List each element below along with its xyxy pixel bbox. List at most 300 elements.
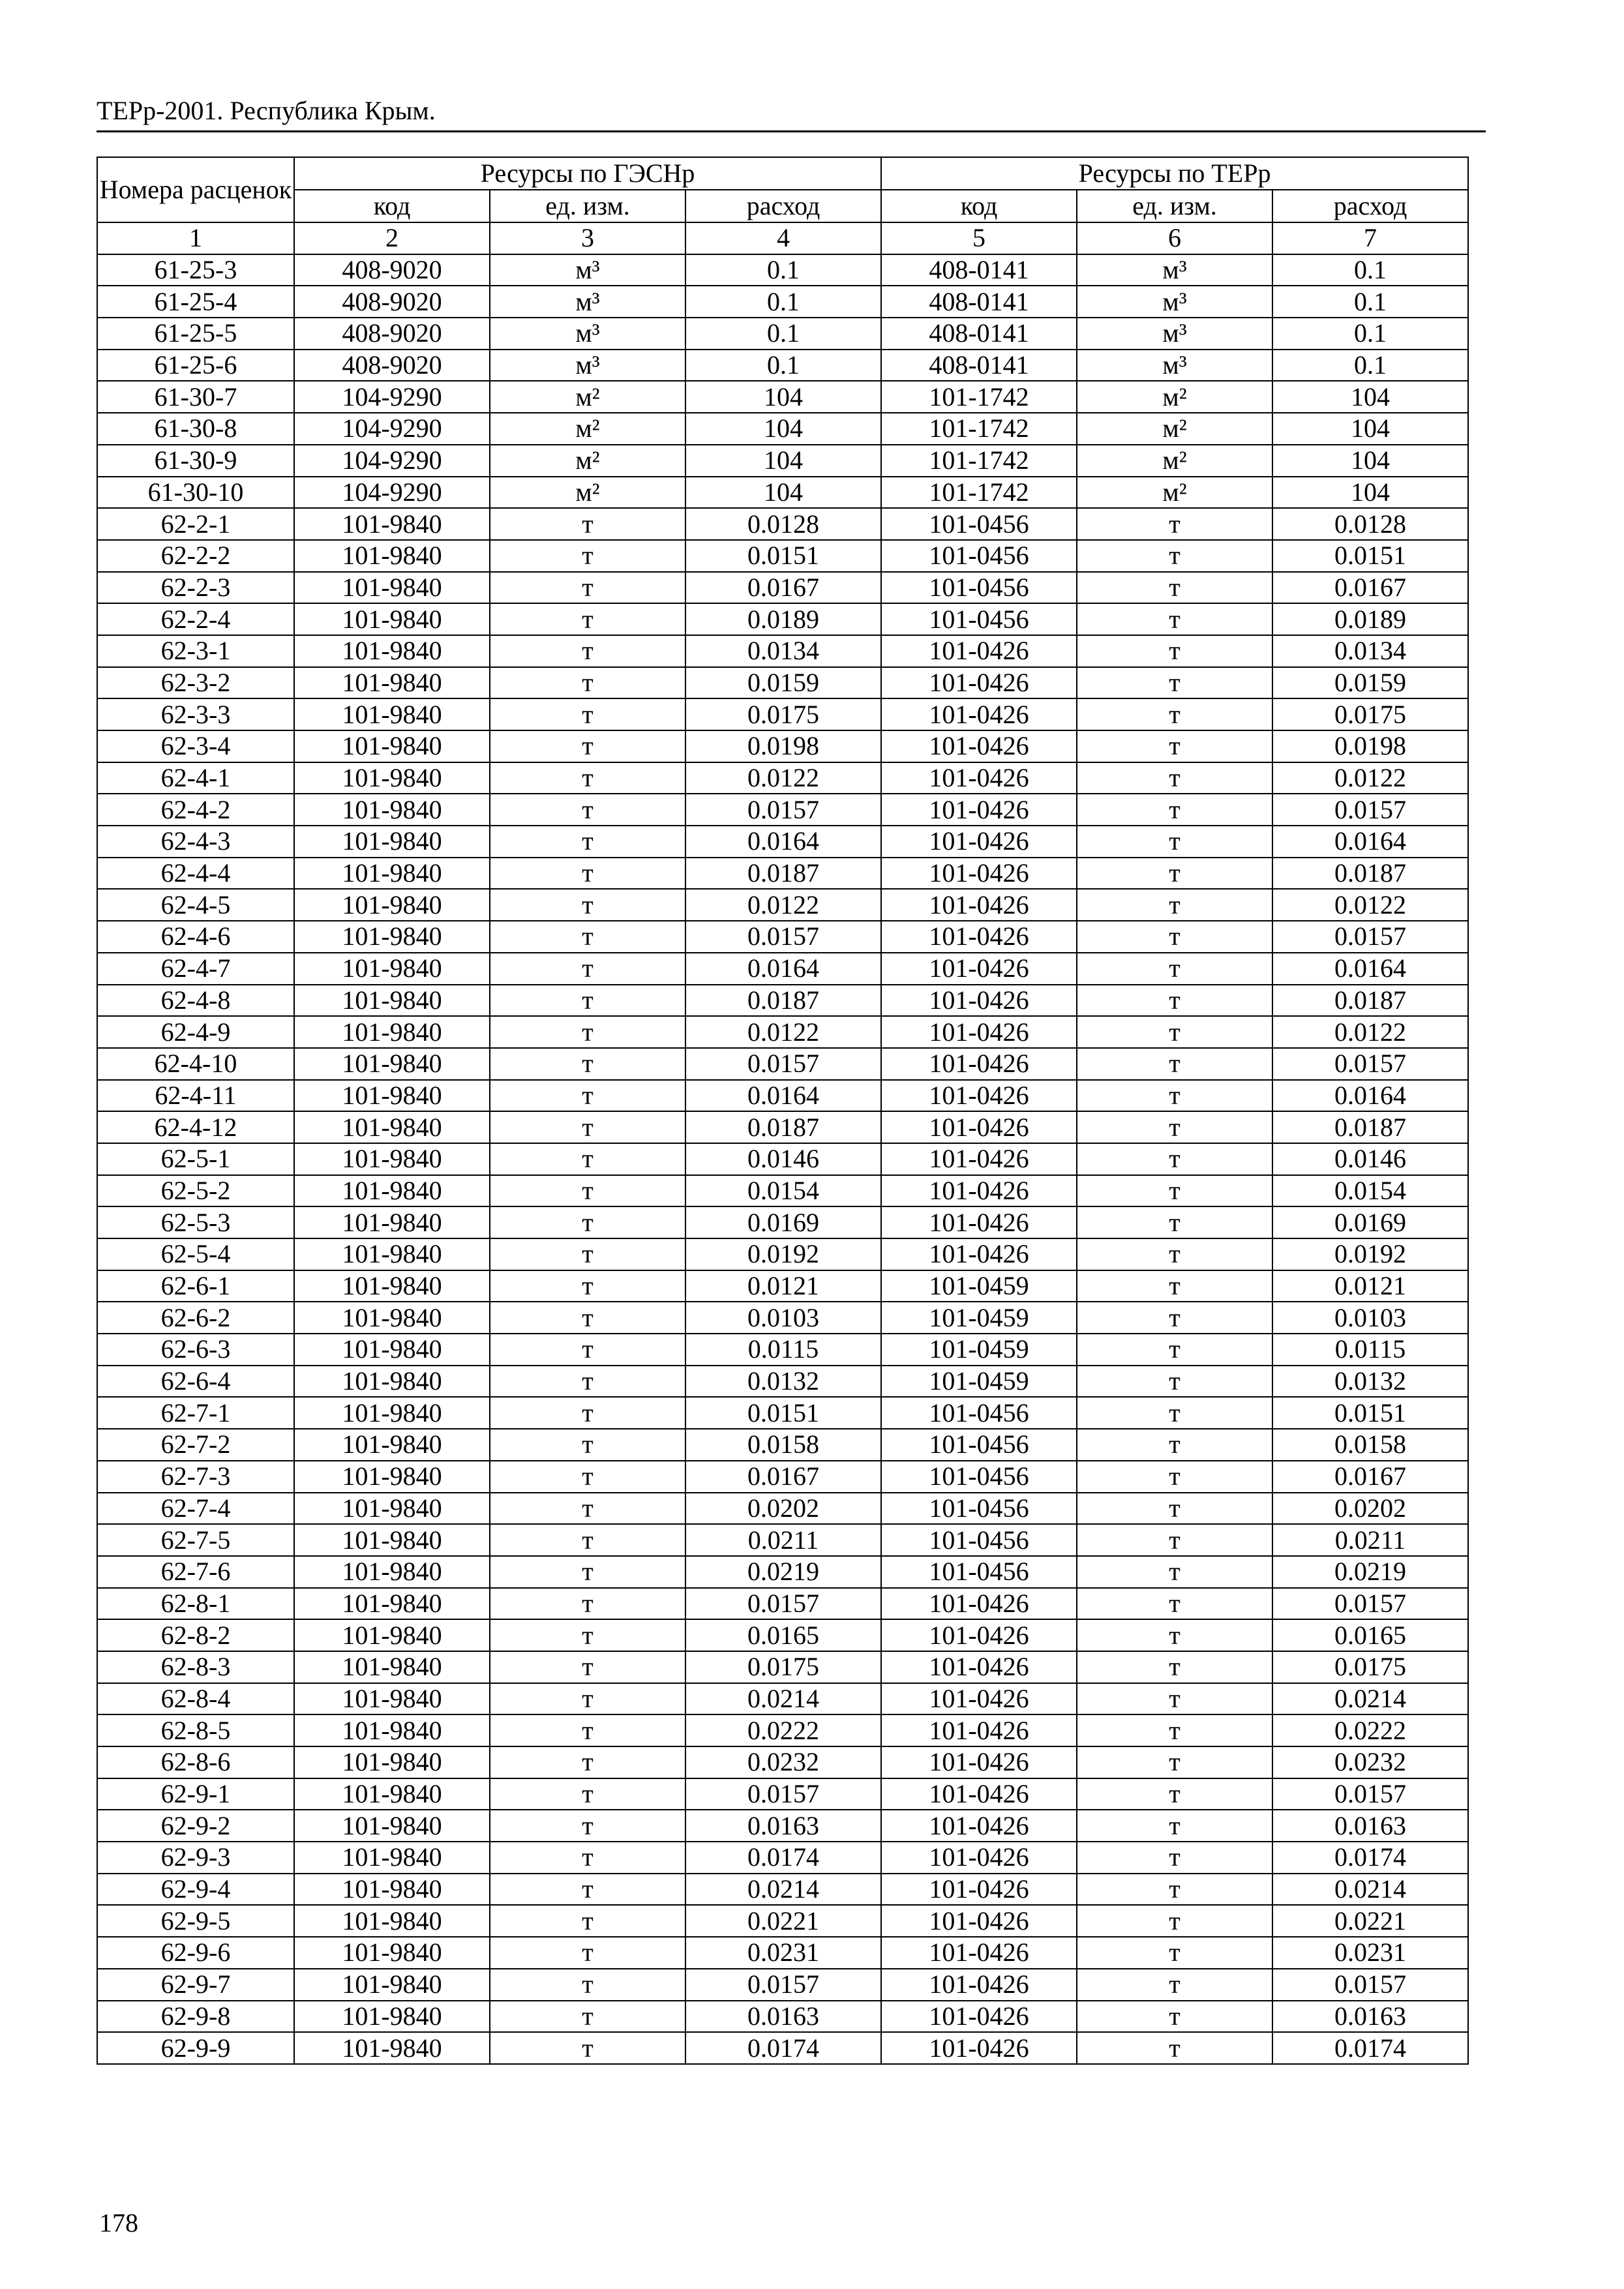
rate-number-cell: 62-4-11 xyxy=(97,1080,294,1112)
gesn-amount-cell: 0.0134 xyxy=(685,635,881,667)
gesn-amount-cell: 0.0211 xyxy=(685,1524,881,1556)
gesn-code-cell: 101-9840 xyxy=(294,1016,490,1048)
ter-amount-cell: 0.0219 xyxy=(1272,1556,1468,1588)
gesn-code-cell: 101-9840 xyxy=(294,1143,490,1175)
gesn-code-cell: 408-9020 xyxy=(294,350,490,382)
ter-unit-cell: т xyxy=(1077,1111,1272,1143)
gesn-code-cell: 408-9020 xyxy=(294,286,490,318)
rate-number-cell: 62-9-6 xyxy=(97,1937,294,1969)
header-ter-group: Ресурсы по ТЕРр xyxy=(881,157,1468,190)
ter-code-cell: 101-0459 xyxy=(881,1270,1077,1302)
ter-amount-cell: 0.0132 xyxy=(1272,1366,1468,1398)
ter-unit-cell: т xyxy=(1077,1206,1272,1238)
ter-code-cell: 101-0456 xyxy=(881,1429,1077,1461)
gesn-code-cell: 101-9840 xyxy=(294,1238,490,1270)
ter-amount-cell: 0.1 xyxy=(1272,286,1468,318)
column-number: 1 xyxy=(97,222,294,254)
ter-unit-cell: м² xyxy=(1077,445,1272,477)
ter-code-cell: 101-1742 xyxy=(881,477,1077,509)
gesn-amount-cell: 104 xyxy=(685,477,881,509)
table-row xyxy=(97,1778,1468,1810)
table-row xyxy=(97,572,1468,604)
gesn-unit-cell: т xyxy=(490,826,685,858)
ter-code-cell: 101-0426 xyxy=(881,2032,1077,2064)
table-row xyxy=(97,1206,1468,1238)
table-row xyxy=(97,826,1468,858)
gesn-unit-cell: т xyxy=(490,1238,685,1270)
table-row xyxy=(97,318,1468,350)
gesn-amount-cell: 0.0157 xyxy=(685,1048,881,1080)
ter-unit-cell: т xyxy=(1077,1842,1272,1874)
gesn-amount-cell: 0.1 xyxy=(685,318,881,350)
ter-unit-cell: т xyxy=(1077,1905,1272,1937)
ter-unit-cell: т xyxy=(1077,635,1272,667)
ter-unit-cell: м² xyxy=(1077,381,1272,413)
table-row xyxy=(97,794,1468,826)
gesn-amount-cell: 0.0164 xyxy=(685,953,881,985)
gesn-code-cell: 101-9840 xyxy=(294,1175,490,1207)
gesn-amount-cell: 0.0189 xyxy=(685,603,881,635)
table-row xyxy=(97,1874,1468,1906)
header-ter-unit: ед. изм. xyxy=(1077,190,1272,222)
ter-code-cell: 101-0426 xyxy=(881,1016,1077,1048)
gesn-unit-cell: м² xyxy=(490,381,685,413)
ter-unit-cell: т xyxy=(1077,1969,1272,2001)
gesn-code-cell: 101-9840 xyxy=(294,1714,490,1746)
table-row xyxy=(97,1714,1468,1746)
rate-number-cell: 62-9-3 xyxy=(97,1842,294,1874)
rate-number-cell: 62-8-5 xyxy=(97,1714,294,1746)
gesn-unit-cell: т xyxy=(490,1175,685,1207)
rate-number-cell: 62-5-2 xyxy=(97,1175,294,1207)
ter-code-cell: 101-0426 xyxy=(881,1238,1077,1270)
table-row xyxy=(97,1619,1468,1651)
gesn-unit-cell: т xyxy=(490,635,685,667)
ter-code-cell: 101-0426 xyxy=(881,953,1077,985)
ter-code-cell: 101-0426 xyxy=(881,794,1077,826)
table-row xyxy=(97,1556,1468,1588)
gesn-unit-cell: м³ xyxy=(490,286,685,318)
table-row xyxy=(97,1270,1468,1302)
header-gesn-group: Ресурсы по ГЭСНр xyxy=(294,157,881,190)
ter-code-cell: 101-0426 xyxy=(881,1937,1077,1969)
ter-unit-cell: т xyxy=(1077,1683,1272,1715)
rate-number-cell: 62-4-8 xyxy=(97,985,294,1017)
column-number: 4 xyxy=(685,222,881,254)
ter-code-cell: 101-0426 xyxy=(881,985,1077,1017)
ter-unit-cell: м² xyxy=(1077,413,1272,445)
gesn-amount-cell: 0.0187 xyxy=(685,1111,881,1143)
rate-number-cell: 62-2-4 xyxy=(97,603,294,635)
ter-unit-cell: т xyxy=(1077,1366,1272,1398)
table-row xyxy=(97,1048,1468,1080)
gesn-amount-cell: 0.0175 xyxy=(685,1651,881,1683)
ter-unit-cell: т xyxy=(1077,603,1272,635)
ter-amount-cell: 0.0151 xyxy=(1272,1397,1468,1429)
gesn-amount-cell: 104 xyxy=(685,413,881,445)
rate-number-cell: 62-8-1 xyxy=(97,1588,294,1620)
ter-amount-cell: 0.0122 xyxy=(1272,1016,1468,1048)
ter-amount-cell: 0.0157 xyxy=(1272,921,1468,953)
gesn-unit-cell: т xyxy=(490,1524,685,1556)
gesn-unit-cell: т xyxy=(490,889,685,921)
rate-number-cell: 62-4-10 xyxy=(97,1048,294,1080)
gesn-code-cell: 101-9840 xyxy=(294,1493,490,1525)
ter-unit-cell: т xyxy=(1077,1588,1272,1620)
gesn-unit-cell: т xyxy=(490,1556,685,1588)
column-number: 3 xyxy=(490,222,685,254)
ter-unit-cell: т xyxy=(1077,1461,1272,1493)
rate-number-cell: 62-7-2 xyxy=(97,1429,294,1461)
gesn-unit-cell: м² xyxy=(490,477,685,509)
header-row-groups xyxy=(97,157,1468,190)
ter-unit-cell: т xyxy=(1077,667,1272,699)
ter-unit-cell: м³ xyxy=(1077,286,1272,318)
gesn-amount-cell: 0.0121 xyxy=(685,1270,881,1302)
ter-amount-cell: 0.0158 xyxy=(1272,1429,1468,1461)
ter-amount-cell: 0.0192 xyxy=(1272,1238,1468,1270)
gesn-amount-cell: 0.0157 xyxy=(685,1588,881,1620)
ter-code-cell: 101-0426 xyxy=(881,858,1077,890)
ter-unit-cell: т xyxy=(1077,1746,1272,1778)
rate-number-cell: 61-25-6 xyxy=(97,350,294,382)
gesn-unit-cell: т xyxy=(490,1429,685,1461)
rate-number-cell: 62-8-4 xyxy=(97,1683,294,1715)
gesn-amount-cell: 0.0167 xyxy=(685,1461,881,1493)
rate-number-cell: 62-9-5 xyxy=(97,1905,294,1937)
ter-amount-cell: 0.0211 xyxy=(1272,1524,1468,1556)
gesn-code-cell: 104-9290 xyxy=(294,381,490,413)
gesn-code-cell: 101-9840 xyxy=(294,1302,490,1334)
ter-amount-cell: 0.0174 xyxy=(1272,2032,1468,2064)
ter-unit-cell: т xyxy=(1077,1397,1272,1429)
gesn-code-cell: 101-9840 xyxy=(294,1651,490,1683)
ter-amount-cell: 104 xyxy=(1272,477,1468,509)
ter-amount-cell: 0.0159 xyxy=(1272,667,1468,699)
ter-code-cell: 101-0456 xyxy=(881,572,1077,604)
gesn-amount-cell: 0.0132 xyxy=(685,1366,881,1398)
table-row xyxy=(97,508,1468,540)
rate-number-cell: 62-4-12 xyxy=(97,1111,294,1143)
table-row xyxy=(97,1080,1468,1112)
column-number: 5 xyxy=(881,222,1077,254)
rate-number-cell: 61-25-4 xyxy=(97,286,294,318)
ter-amount-cell: 104 xyxy=(1272,413,1468,445)
gesn-code-cell: 101-9840 xyxy=(294,2032,490,2064)
rate-number-cell: 62-4-9 xyxy=(97,1016,294,1048)
ter-unit-cell: м³ xyxy=(1077,254,1272,286)
gesn-code-cell: 101-9840 xyxy=(294,1969,490,2001)
ter-amount-cell: 0.0157 xyxy=(1272,1969,1468,2001)
ter-unit-cell: т xyxy=(1077,1238,1272,1270)
resources-table xyxy=(97,157,1469,2065)
ter-amount-cell: 0.0164 xyxy=(1272,826,1468,858)
gesn-unit-cell: т xyxy=(490,1714,685,1746)
table-row xyxy=(97,1461,1468,1493)
gesn-unit-cell: т xyxy=(490,540,685,572)
gesn-amount-cell: 0.0198 xyxy=(685,730,881,762)
rate-number-cell: 61-25-5 xyxy=(97,318,294,350)
table-row xyxy=(97,540,1468,572)
gesn-code-cell: 101-9840 xyxy=(294,1842,490,1874)
ter-code-cell: 101-0426 xyxy=(881,1746,1077,1778)
gesn-unit-cell: т xyxy=(490,698,685,730)
table-row xyxy=(97,1746,1468,1778)
ter-unit-cell: т xyxy=(1077,1080,1272,1112)
table-row xyxy=(97,698,1468,730)
gesn-code-cell: 101-9840 xyxy=(294,635,490,667)
gesn-amount-cell: 0.0163 xyxy=(685,1810,881,1842)
ter-code-cell: 101-0426 xyxy=(881,1683,1077,1715)
gesn-code-cell: 101-9840 xyxy=(294,1905,490,1937)
rate-number-cell: 62-9-4 xyxy=(97,1874,294,1906)
ter-code-cell: 101-0426 xyxy=(881,1651,1077,1683)
ter-unit-cell: т xyxy=(1077,1619,1272,1651)
gesn-amount-cell: 0.0174 xyxy=(685,1842,881,1874)
gesn-code-cell: 101-9840 xyxy=(294,730,490,762)
ter-amount-cell: 0.0167 xyxy=(1272,572,1468,604)
gesn-amount-cell: 0.0151 xyxy=(685,1397,881,1429)
ter-unit-cell: т xyxy=(1077,1556,1272,1588)
gesn-amount-cell: 0.0154 xyxy=(685,1175,881,1207)
gesn-unit-cell: т xyxy=(490,1493,685,1525)
gesn-unit-cell: т xyxy=(490,1334,685,1366)
gesn-unit-cell: т xyxy=(490,1969,685,2001)
gesn-amount-cell: 0.0122 xyxy=(685,762,881,794)
table-row xyxy=(97,350,1468,382)
gesn-unit-cell: т xyxy=(490,667,685,699)
gesn-unit-cell: т xyxy=(490,1619,685,1651)
gesn-unit-cell: т xyxy=(490,1746,685,1778)
header-ter-code: код xyxy=(881,190,1077,222)
header-row-columns xyxy=(97,190,1468,222)
ter-unit-cell: т xyxy=(1077,1302,1272,1334)
ter-code-cell: 101-0456 xyxy=(881,540,1077,572)
gesn-unit-cell: т xyxy=(490,1874,685,1906)
ter-code-cell: 101-0426 xyxy=(881,1175,1077,1207)
rate-number-cell: 61-30-9 xyxy=(97,445,294,477)
table-row xyxy=(97,635,1468,667)
gesn-amount-cell: 0.0115 xyxy=(685,1334,881,1366)
header-gesn-amount: расход xyxy=(685,190,881,222)
table-row xyxy=(97,1302,1468,1334)
ter-amount-cell: 0.0157 xyxy=(1272,1588,1468,1620)
column-number: 6 xyxy=(1077,222,1272,254)
ter-amount-cell: 0.1 xyxy=(1272,254,1468,286)
gesn-code-cell: 101-9840 xyxy=(294,698,490,730)
gesn-unit-cell: т xyxy=(490,1270,685,1302)
ter-amount-cell: 0.0232 xyxy=(1272,1746,1468,1778)
ter-amount-cell: 0.0164 xyxy=(1272,1080,1468,1112)
gesn-unit-cell: т xyxy=(490,1111,685,1143)
column-number-row xyxy=(97,222,1468,254)
ter-code-cell: 408-0141 xyxy=(881,318,1077,350)
gesn-unit-cell: т xyxy=(490,921,685,953)
ter-code-cell: 408-0141 xyxy=(881,286,1077,318)
gesn-amount-cell: 0.1 xyxy=(685,286,881,318)
ter-amount-cell: 0.0187 xyxy=(1272,985,1468,1017)
gesn-amount-cell: 0.0232 xyxy=(685,1746,881,1778)
gesn-unit-cell: т xyxy=(490,1366,685,1398)
gesn-unit-cell: м³ xyxy=(490,350,685,382)
rate-number-cell: 62-4-3 xyxy=(97,826,294,858)
gesn-unit-cell: т xyxy=(490,1206,685,1238)
table-body xyxy=(97,157,1468,2064)
gesn-code-cell: 101-9840 xyxy=(294,762,490,794)
gesn-code-cell: 104-9290 xyxy=(294,445,490,477)
rate-number-cell: 62-2-3 xyxy=(97,572,294,604)
table-row xyxy=(97,1397,1468,1429)
gesn-code-cell: 101-9840 xyxy=(294,1334,490,1366)
ter-amount-cell: 0.0202 xyxy=(1272,1493,1468,1525)
table-row xyxy=(97,1334,1468,1366)
ter-unit-cell: т xyxy=(1077,1334,1272,1366)
ter-amount-cell: 0.0128 xyxy=(1272,508,1468,540)
table-row xyxy=(97,1143,1468,1175)
ter-code-cell: 101-0456 xyxy=(881,1461,1077,1493)
ter-unit-cell: т xyxy=(1077,1651,1272,1683)
ter-unit-cell: т xyxy=(1077,921,1272,953)
ter-amount-cell: 0.0163 xyxy=(1272,1810,1468,1842)
ter-unit-cell: т xyxy=(1077,540,1272,572)
ter-amount-cell: 0.0169 xyxy=(1272,1206,1468,1238)
table-row xyxy=(97,1493,1468,1525)
ter-code-cell: 101-0426 xyxy=(881,1969,1077,2001)
gesn-amount-cell: 0.0214 xyxy=(685,1683,881,1715)
ter-code-cell: 101-0426 xyxy=(881,921,1077,953)
page-header: ТЕРр-2001. Республика Крым. xyxy=(97,91,1486,132)
gesn-amount-cell: 0.0157 xyxy=(685,1969,881,2001)
ter-code-cell: 101-0426 xyxy=(881,1588,1077,1620)
ter-code-cell: 101-0456 xyxy=(881,1397,1077,1429)
gesn-code-cell: 101-9840 xyxy=(294,1080,490,1112)
gesn-unit-cell: т xyxy=(490,730,685,762)
ter-unit-cell: т xyxy=(1077,1778,1272,1810)
gesn-amount-cell: 0.0164 xyxy=(685,826,881,858)
column-number: 2 xyxy=(294,222,490,254)
table-row xyxy=(97,1810,1468,1842)
gesn-unit-cell: т xyxy=(490,1588,685,1620)
gesn-code-cell: 101-9840 xyxy=(294,1683,490,1715)
table-row xyxy=(97,477,1468,509)
rate-number-cell: 62-3-2 xyxy=(97,667,294,699)
ter-amount-cell: 0.0214 xyxy=(1272,1683,1468,1715)
table-row xyxy=(97,381,1468,413)
gesn-code-cell: 101-9840 xyxy=(294,921,490,953)
gesn-amount-cell: 0.0221 xyxy=(685,1905,881,1937)
table-row xyxy=(97,1588,1468,1620)
rate-number-cell: 62-4-5 xyxy=(97,889,294,921)
gesn-unit-cell: т xyxy=(490,508,685,540)
ter-unit-cell: т xyxy=(1077,1270,1272,1302)
gesn-unit-cell: м³ xyxy=(490,254,685,286)
ter-amount-cell: 0.0221 xyxy=(1272,1905,1468,1937)
gesn-code-cell: 101-9840 xyxy=(294,603,490,635)
gesn-amount-cell: 0.0167 xyxy=(685,572,881,604)
ter-amount-cell: 0.0214 xyxy=(1272,1874,1468,1906)
ter-code-cell: 101-0456 xyxy=(881,508,1077,540)
ter-code-cell: 101-0426 xyxy=(881,635,1077,667)
gesn-unit-cell: м² xyxy=(490,413,685,445)
ter-amount-cell: 0.0189 xyxy=(1272,603,1468,635)
rate-number-cell: 62-7-6 xyxy=(97,1556,294,1588)
rate-number-cell: 62-8-6 xyxy=(97,1746,294,1778)
ter-unit-cell: т xyxy=(1077,1016,1272,1048)
rate-number-cell: 62-4-2 xyxy=(97,794,294,826)
table-row xyxy=(97,1366,1468,1398)
ter-code-cell: 408-0141 xyxy=(881,350,1077,382)
ter-unit-cell: т xyxy=(1077,1937,1272,1969)
ter-code-cell: 101-0456 xyxy=(881,1556,1077,1588)
gesn-unit-cell: т xyxy=(490,1048,685,1080)
gesn-amount-cell: 0.0128 xyxy=(685,508,881,540)
gesn-amount-cell: 0.0157 xyxy=(685,794,881,826)
gesn-amount-cell: 0.0231 xyxy=(685,1937,881,1969)
table-row xyxy=(97,1111,1468,1143)
table-row xyxy=(97,667,1468,699)
rate-number-cell: 62-3-1 xyxy=(97,635,294,667)
rate-number-cell: 62-7-1 xyxy=(97,1397,294,1429)
table-row xyxy=(97,921,1468,953)
rate-number-cell: 62-8-2 xyxy=(97,1619,294,1651)
ter-unit-cell: т xyxy=(1077,1714,1272,1746)
ter-unit-cell: т xyxy=(1077,730,1272,762)
gesn-code-cell: 101-9840 xyxy=(294,1461,490,1493)
rate-number-cell: 62-9-7 xyxy=(97,1969,294,2001)
gesn-code-cell: 101-9840 xyxy=(294,858,490,890)
rate-number-cell: 62-9-9 xyxy=(97,2032,294,2064)
gesn-unit-cell: т xyxy=(490,1683,685,1715)
ter-amount-cell: 0.0165 xyxy=(1272,1619,1468,1651)
table-row xyxy=(97,1842,1468,1874)
ter-code-cell: 101-0456 xyxy=(881,603,1077,635)
gesn-amount-cell: 0.0151 xyxy=(685,540,881,572)
table-row xyxy=(97,889,1468,921)
ter-unit-cell: т xyxy=(1077,508,1272,540)
rate-number-cell: 62-6-1 xyxy=(97,1270,294,1302)
table-row xyxy=(97,858,1468,890)
gesn-amount-cell: 0.0157 xyxy=(685,921,881,953)
ter-amount-cell: 0.0157 xyxy=(1272,1048,1468,1080)
gesn-code-cell: 101-9840 xyxy=(294,1048,490,1080)
gesn-unit-cell: т xyxy=(490,794,685,826)
ter-code-cell: 101-0426 xyxy=(881,667,1077,699)
gesn-amount-cell: 0.0103 xyxy=(685,1302,881,1334)
gesn-unit-cell: т xyxy=(490,985,685,1017)
rate-number-cell: 62-4-4 xyxy=(97,858,294,890)
rate-number-cell: 62-8-3 xyxy=(97,1651,294,1683)
ter-code-cell: 101-0426 xyxy=(881,1842,1077,1874)
rate-number-cell: 62-2-2 xyxy=(97,540,294,572)
gesn-code-cell: 101-9840 xyxy=(294,1429,490,1461)
gesn-code-cell: 101-9840 xyxy=(294,1588,490,1620)
ter-code-cell: 101-0426 xyxy=(881,1619,1077,1651)
table-row xyxy=(97,603,1468,635)
ter-amount-cell: 104 xyxy=(1272,445,1468,477)
gesn-amount-cell: 0.0163 xyxy=(685,2001,881,2033)
gesn-code-cell: 101-9840 xyxy=(294,1619,490,1651)
gesn-amount-cell: 0.0222 xyxy=(685,1714,881,1746)
ter-amount-cell: 0.0122 xyxy=(1272,762,1468,794)
table-row xyxy=(97,985,1468,1017)
ter-amount-cell: 0.0151 xyxy=(1272,540,1468,572)
rate-number-cell: 62-9-2 xyxy=(97,1810,294,1842)
table-row xyxy=(97,953,1468,985)
ter-code-cell: 101-0426 xyxy=(881,1778,1077,1810)
table-row xyxy=(97,1937,1468,1969)
ter-amount-cell: 0.0157 xyxy=(1272,794,1468,826)
ter-amount-cell: 0.0231 xyxy=(1272,1937,1468,1969)
